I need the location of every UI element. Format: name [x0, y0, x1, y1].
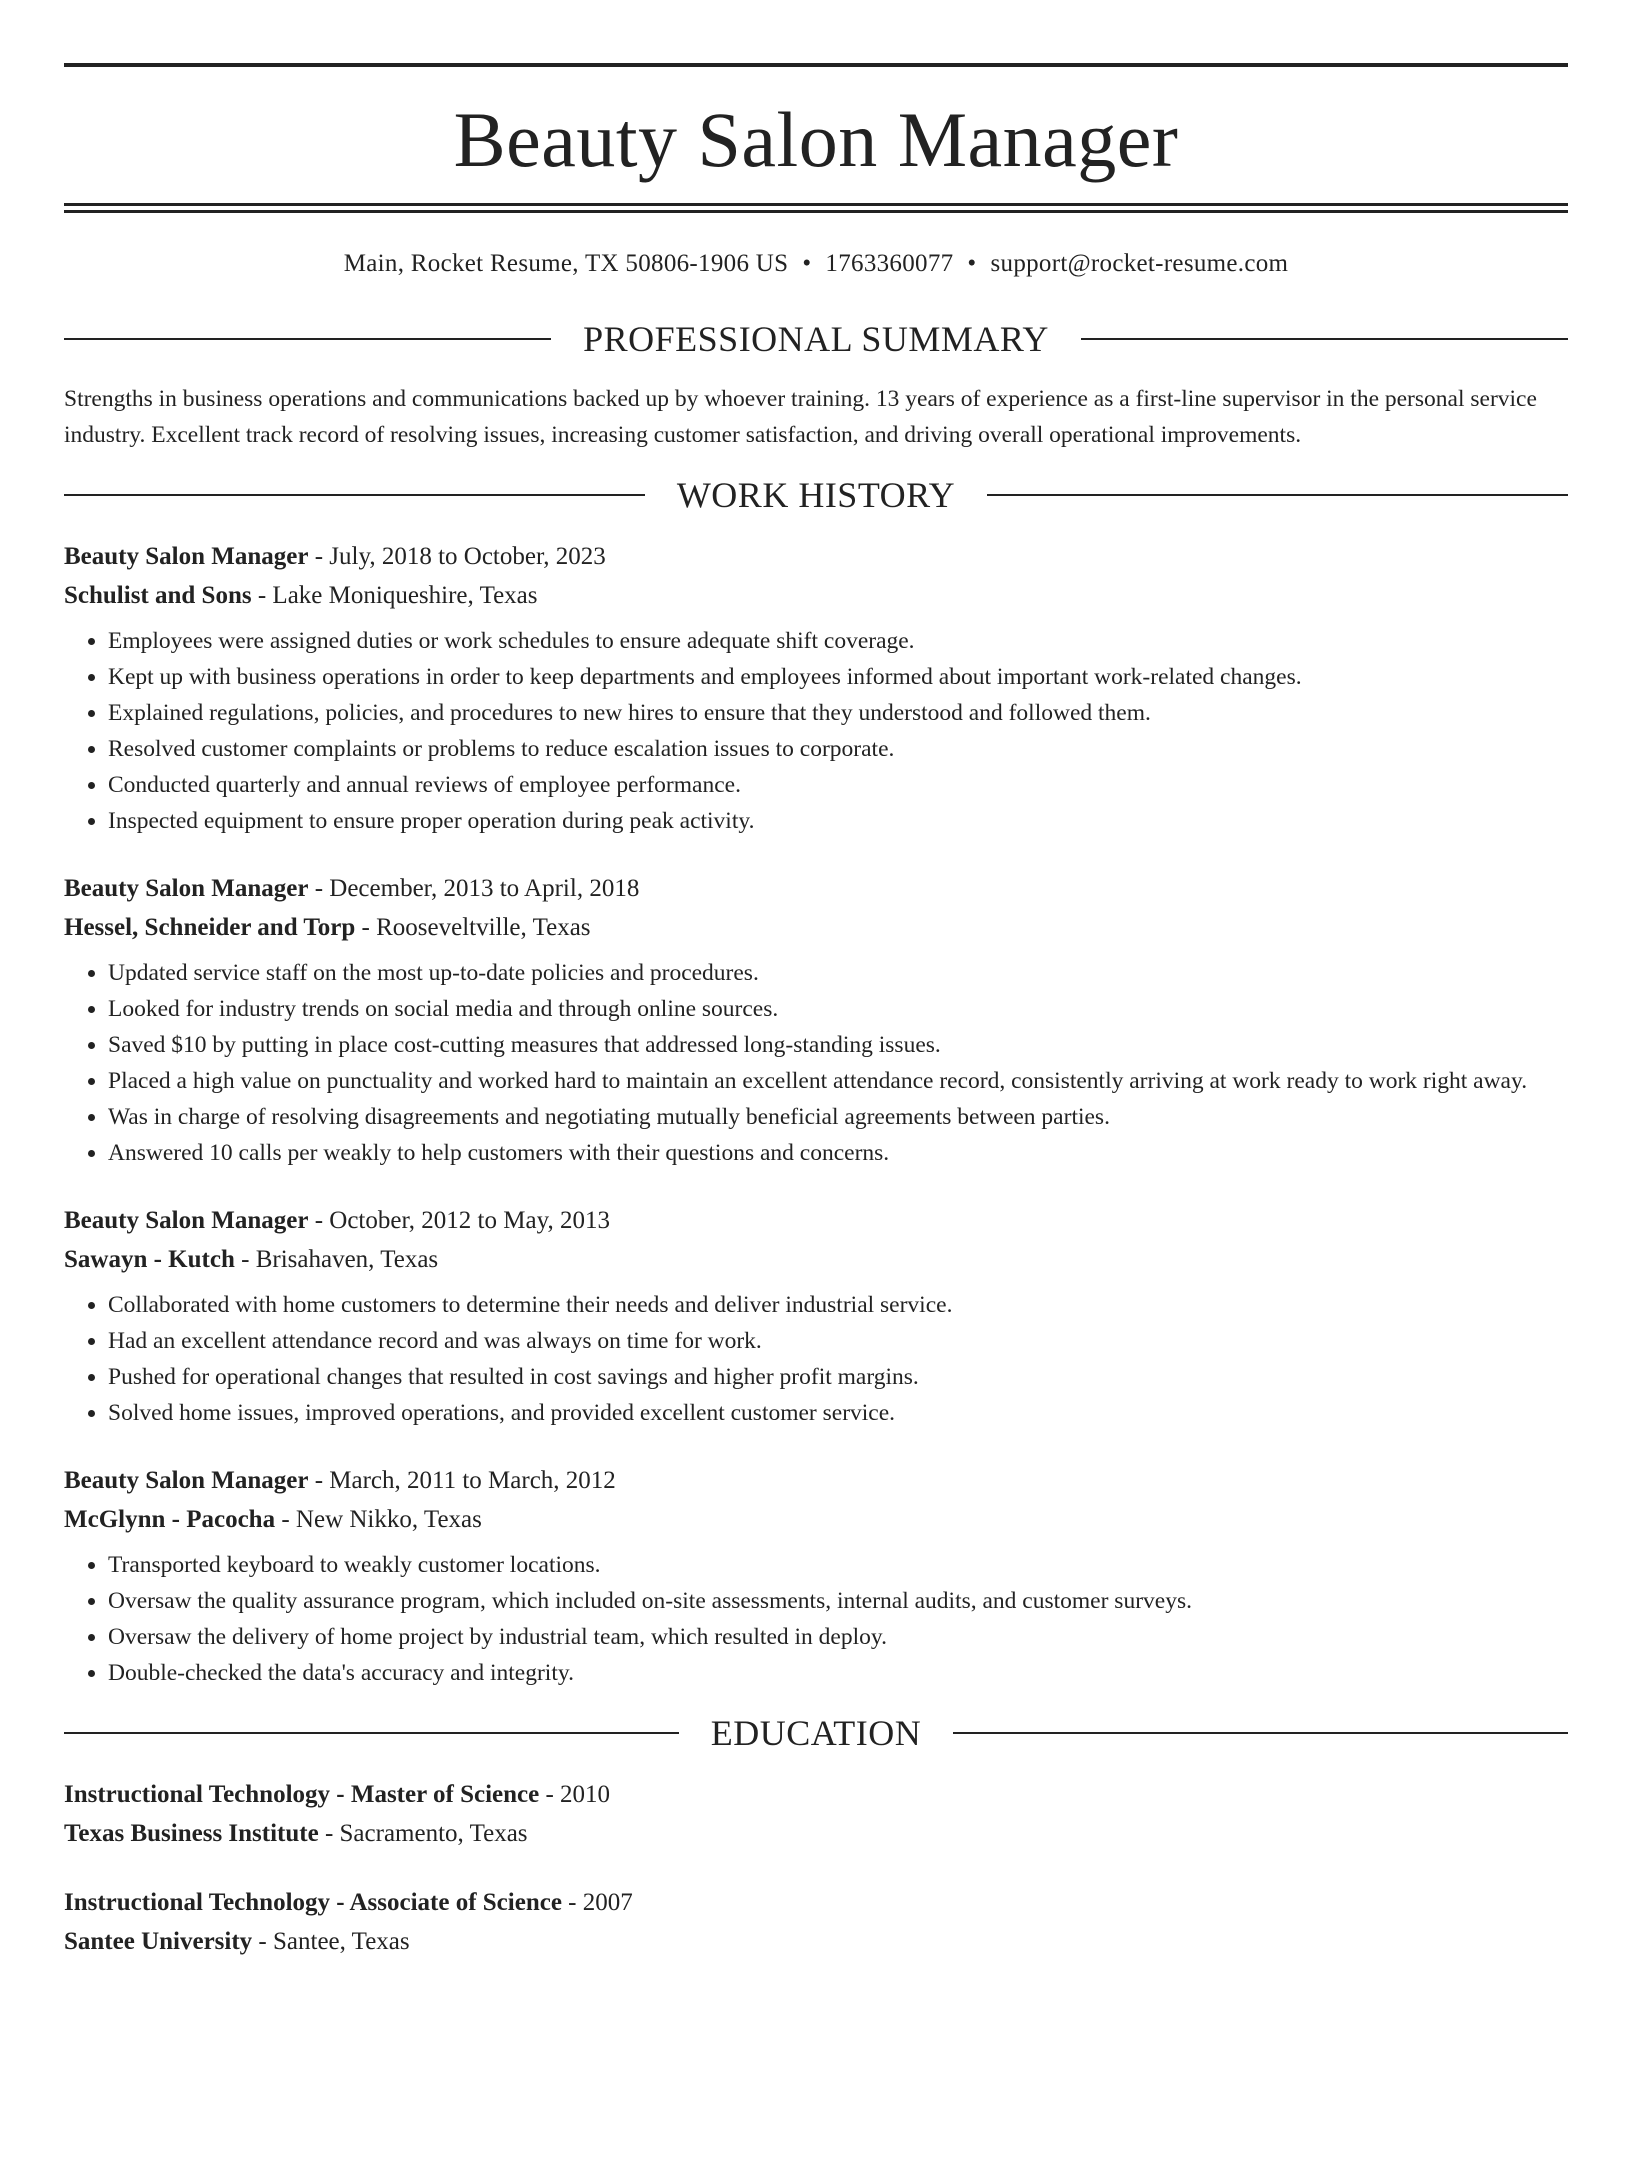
job-title-line: [64, 537, 1568, 576]
duty-item: • Collaborated with home customers to determine their needs and deliver industrial service.: [108, 1287, 1568, 1323]
duty-item: • Saved $10 by putting in place cost-cutting measures that addressed long-standing issues.: [108, 1027, 1568, 1063]
duty-item: • Double-checked the data's accuracy and integrity.: [108, 1655, 1568, 1691]
job-title-line: [64, 1201, 1568, 1240]
job-title-line: [64, 1461, 1568, 1500]
heading-rule: [64, 1732, 679, 1734]
heading-rule: [953, 1732, 1568, 1734]
duty-item: • Pushed for operational changes that resulted in cost savings and higher profit margins.: [108, 1359, 1568, 1395]
section-heading-work: [64, 477, 1568, 513]
school-line: [64, 1814, 1568, 1853]
job-dates: - October, 2012 to May, 2013: [308, 1207, 610, 1234]
degree: Instructional Technology - Master of Science: [64, 1781, 540, 1808]
education-entry: [64, 1883, 1568, 1961]
job-dates: - July, 2018 to October, 2023: [308, 543, 606, 570]
contact-line: [64, 249, 1568, 279]
job-entry: [64, 1201, 1568, 1431]
duty-item: • Inspected equipment to ensure proper operation during peak activity.: [108, 803, 1568, 839]
heading-rule: [64, 494, 645, 496]
heading-rule: [1081, 338, 1568, 340]
section-heading-education: [64, 1715, 1568, 1751]
duty-item: • Explained regulations, policies, and procedures to new hires to ensure that they understood and followed them.: [108, 695, 1568, 731]
summary-text: Strengths in business operations and communications backed up by whoever training. 13 years of experience as a first-line supervisor in the personal service industry. Excellent track record of resolving issues, increasing customer satisfaction, and driving overall operational improvements.: [64, 386, 1537, 448]
job-title: Beauty Salon Manager: [64, 543, 309, 570]
duty-list: [64, 955, 1568, 1171]
job-title: Beauty Salon Manager: [64, 875, 309, 902]
duty-item: • Placed a high value on punctuality and worked hard to maintain an excellent attendance record, consistently arriving at work ready to work right away.: [108, 1063, 1568, 1099]
job-dates: - December, 2013 to April, 2018: [308, 875, 640, 902]
section-title: EDUCATION: [710, 1713, 922, 1753]
degree: Instructional Technology - Associate of Science: [64, 1889, 562, 1916]
duty-item: • Kept up with business operations in order to keep departments and employees informed about important work-related changes.: [108, 659, 1568, 695]
duty-item: • Conducted quarterly and annual reviews of employee performance.: [108, 767, 1568, 803]
duty-item: • Had an excellent attendance record and was always on time for work.: [108, 1323, 1568, 1359]
duty-item: • Answered 10 calls per weakly to help customers with their questions and concerns.: [108, 1135, 1568, 1171]
address: Main, Rocket Resume, TX 50806-1906 US: [343, 250, 789, 277]
company-location: - Rooseveltville, Texas: [355, 914, 591, 941]
job-entry: [64, 869, 1568, 1171]
job-entry: [64, 537, 1568, 839]
graduation-year: - 2007: [561, 1889, 633, 1916]
section-title: WORK HISTORY: [676, 475, 956, 515]
heading-rule: [64, 338, 551, 340]
job-company-line: [64, 908, 1568, 947]
separator: •: [802, 250, 812, 277]
duty-item: • Resolved customer complaints or problems to reduce escalation issues to corporate.: [108, 731, 1568, 767]
double-rule: [64, 203, 1568, 213]
duty-item: • Oversaw the quality assurance program, which included on-site assessments, internal audits, and customer surveys.: [108, 1583, 1568, 1619]
degree-line: [64, 1775, 1568, 1814]
resume-name: Beauty Salon Manager: [453, 96, 1179, 183]
job-company-line: [64, 576, 1568, 615]
school-location: - Santee, Texas: [252, 1928, 410, 1955]
email: support@rocket-resume.com: [990, 250, 1289, 277]
job-entry: [64, 1461, 1568, 1691]
heading-rule: [987, 494, 1568, 496]
school-name: Texas Business Institute: [64, 1820, 319, 1847]
school-line: [64, 1922, 1568, 1961]
separator: •: [967, 250, 977, 277]
company-location: - Brisahaven, Texas: [234, 1246, 439, 1273]
degree-line: [64, 1883, 1568, 1922]
school-name: Santee University: [64, 1928, 253, 1955]
section-title: PROFESSIONAL SUMMARY: [583, 319, 1049, 359]
phone: 1763360077: [825, 250, 954, 277]
job-title-line: [64, 869, 1568, 908]
duty-item: • Was in charge of resolving disagreements and negotiating mutually beneficial agreements between parties.: [108, 1099, 1568, 1135]
job-title: Beauty Salon Manager: [64, 1207, 309, 1234]
duty-item: • Looked for industry trends on social media and through online sources.: [108, 991, 1568, 1027]
job-company-line: [64, 1240, 1568, 1279]
company-name: Hessel, Schneider and Torp: [64, 914, 356, 941]
section-heading-summary: [64, 321, 1568, 357]
duty-item: • Employees were assigned duties or work schedules to ensure adequate shift coverage.: [108, 623, 1568, 659]
duty-item: • Transported keyboard to weakly customer locations.: [108, 1547, 1568, 1583]
company-location: - Lake Moniqueshire, Texas: [251, 582, 538, 609]
company-name: Sawayn - Kutch: [64, 1246, 235, 1273]
duty-list: [64, 1287, 1568, 1431]
duty-item: • Oversaw the delivery of home project by industrial team, which resulted in deploy.: [108, 1619, 1568, 1655]
education-entry: [64, 1775, 1568, 1853]
duty-item: • Updated service staff on the most up-to-date policies and procedures.: [108, 955, 1568, 991]
resume-page: [0, 63, 1632, 2175]
company-name: McGlynn - Pacocha: [64, 1506, 276, 1533]
company-location: - New Nikko, Texas: [275, 1506, 482, 1533]
graduation-year: - 2010: [539, 1781, 611, 1808]
job-dates: - March, 2011 to March, 2012: [308, 1467, 616, 1494]
company-name: Schulist and Sons: [64, 582, 252, 609]
job-company-line: [64, 1500, 1568, 1539]
duty-list: [64, 623, 1568, 839]
job-title: Beauty Salon Manager: [64, 1467, 309, 1494]
school-location: - Sacramento, Texas: [318, 1820, 528, 1847]
top-rule: [64, 63, 1568, 67]
duty-list: [64, 1547, 1568, 1691]
duty-item: • Solved home issues, improved operations, and provided excellent customer service.: [108, 1395, 1568, 1431]
